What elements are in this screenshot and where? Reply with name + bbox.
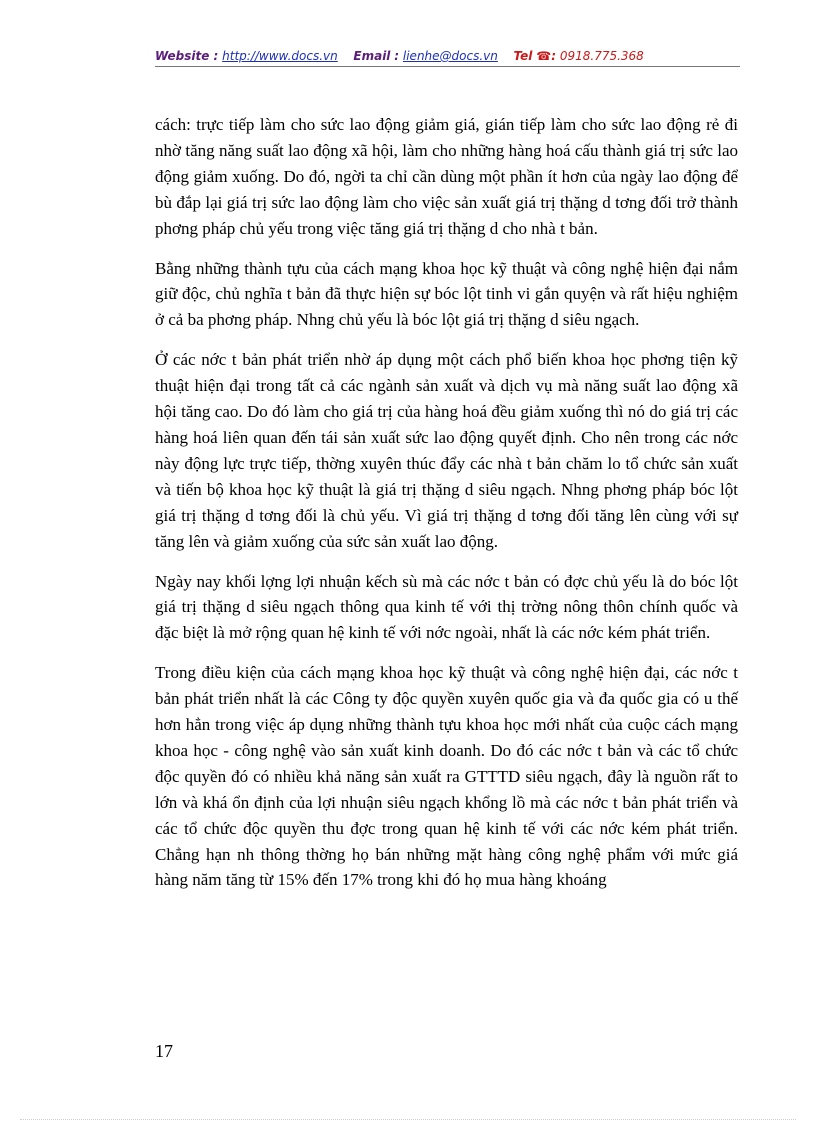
page-bottom-border: [20, 1119, 796, 1120]
tel-separator: :: [551, 49, 557, 63]
website-link[interactable]: http://www.docs.vn: [222, 49, 338, 63]
paragraph-3: Ở các nớc t bản phát triển nhờ áp dụng một cách phổ biến khoa học phơng tiện kỹ thuật hiện đại trong tất cả các ngành sản xuất và dịch vụ mà năng suất lao động xã hội tăng cao. Do đó làm cho giá trị của hàng hoá đều giảm xuống thì nó do giá trị các hàng hoá liên quan đến tái sản xuất sức lao động quyết định. Cho nên trong các nớc này động lực trực tiếp, thờng xuyên thúc đẩy các nhà t bản chăm lo tổ chức sản xuất và tiến bộ khoa học kỹ thuật là giá trị thặng d siêu ngạch. Nhng phơng pháp bóc lột giá trị thặng d tơng đối là chủ yếu. Vì giá trị thặng d tơng đối tăng lên cùng với sự tăng lên và giảm xuống của sức sản xuất lao động.: [155, 350, 738, 551]
email-link[interactable]: lienhe@docs.vn: [402, 49, 498, 63]
email-label: Email: [353, 49, 391, 63]
paragraph-4: Ngày nay khối lợng lợi nhuận kếch sù mà các nớc t bản có đợc chủ yếu là do bóc lột giá trị thặng d siêu ngạch thông qua kinh tế với thị trờng nông thôn chính quốc và đặc biệt là mở rộng quan hệ kinh tế với nớc ngoài, nhất là các nớc kém phát triển.: [155, 571, 738, 643]
email-separator: :: [394, 49, 400, 63]
page-number: 17: [155, 1041, 173, 1061]
paragraph-5: Trong điều kiện của cách mạng khoa học kỹ thuật và công nghệ hiện đại, các nớc t bản phát triển nhất là các Công ty độc quyền xuyên quốc gia và đa quốc gia có u thế hơn hẳn trong việc áp dụng những thành tựu khoa học mới nhất của cuộc cách mạng khoa học - công nghệ vào sản xuất kinh doanh. Do đó các nớc t bản và các tổ chức độc quyền đó có nhiều khả năng sản xuất ra GTTTD siêu ngạch, đây là nguồn rất to lớn và khá ổn định của lợi nhuận siêu ngạch khổng lồ mà các nớc t bản phát triển và các tổ chức độc quyền thu đợc trong quan hệ kinh tế với các nớc kém phát triển. Chẳng hạn nh thông thờng họ bán những mặt hàng công nghệ phẩm với mức giá hàng năm tăng từ 15% đến 17% trong khi đó họ mua hàng khoáng: [155, 663, 738, 890]
tel-label: Tel: [513, 49, 533, 63]
document-body: [155, 112, 738, 907]
header-divider: [155, 66, 740, 67]
page-header: [155, 47, 740, 65]
paragraph-2: Bằng những thành tựu của cách mạng khoa học kỹ thuật và công nghệ hiện đại nắm giữ độc, chủ nghĩa t bản đã thực hiện sự bóc lột tinh vi gắn quyện và rất hiệu nghiệm ở cả ba phơng pháp. Nhng chủ yếu là bóc lột giá trị thặng d siêu ngạch.: [155, 258, 738, 330]
paragraph-1: cách: trực tiếp làm cho sức lao động giảm giá, gián tiếp làm cho sức lao động rẻ đi nhờ tăng năng suất lao động xã hội, làm cho những hàng hoá cấu thành giá trị sức lao động giảm xuống. Do đó, ngời ta chỉ cần dùng một phần ít hơn của ngày lao động để bù đắp lại giá trị sức lao động làm cho việc sản xuất giá trị thặng d tơng đối trở thành phơng pháp chủ yếu trong việc tăng giá trị thặng d cho nhà t bản.: [155, 115, 738, 238]
website-label: Website :: [155, 49, 219, 63]
phone-icon: ☎: [536, 49, 552, 63]
tel-value: 0918.775.368: [559, 49, 644, 63]
